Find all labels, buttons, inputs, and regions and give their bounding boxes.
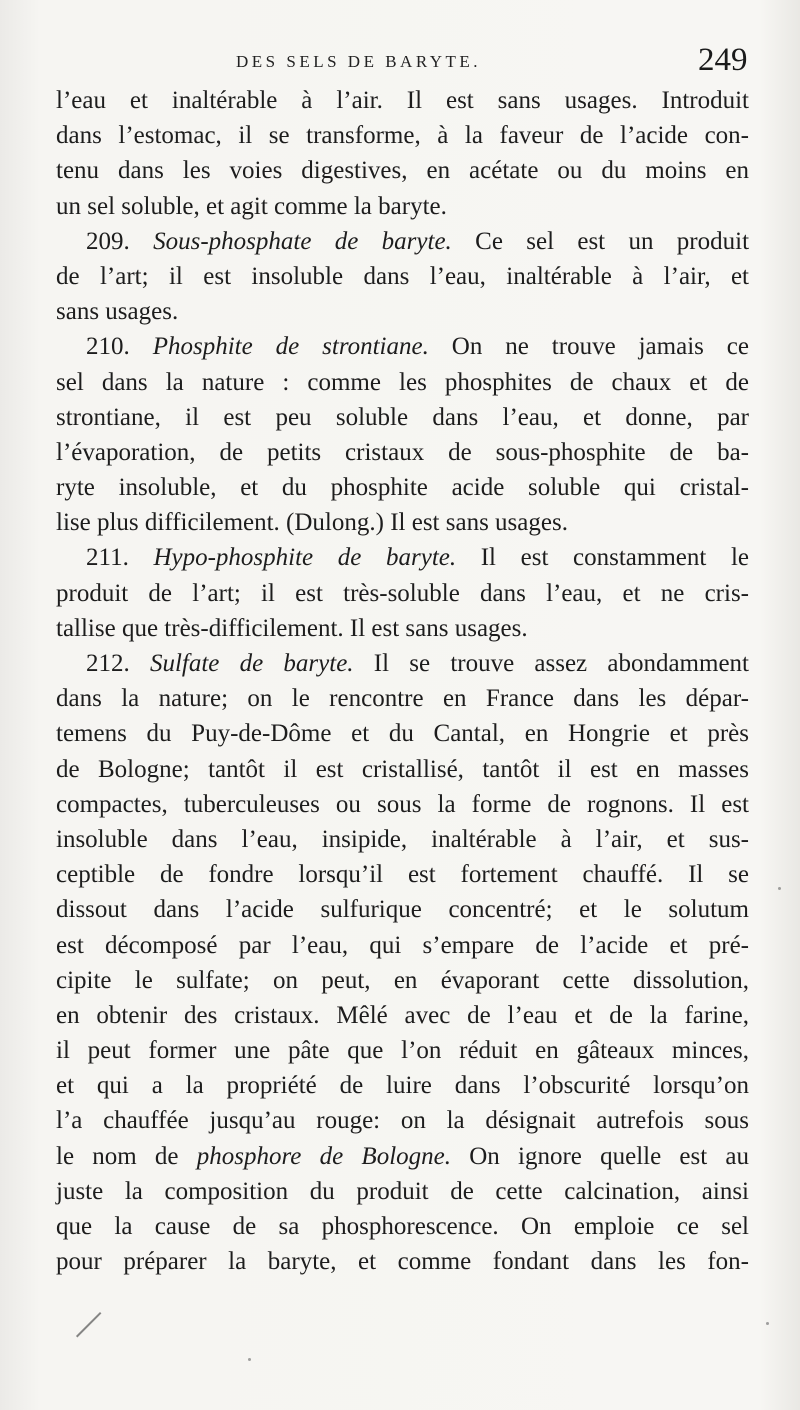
body-text bbox=[56, 83, 749, 1279]
text-line: compactes, tuberculeuses ou sous la forme de rognons. Il est bbox=[56, 790, 749, 818]
running-title: DES SELS DE BARYTE. bbox=[236, 52, 482, 71]
text-line: strontiane, il est peu soluble dans l’eau, et donne, par bbox=[56, 403, 749, 431]
text-line: il peut former une pâte que l’on réduit en gâteaux minces, bbox=[56, 1037, 749, 1065]
ink-stroke-mark bbox=[76, 1312, 101, 1337]
text-line: de l’art; il est insoluble dans l’eau, inaltérable à l’air, et bbox=[56, 262, 749, 290]
text-line: insoluble dans l’eau, insipide, inaltérable à l’air, et sus- bbox=[56, 825, 749, 853]
entry-term: phosphore de Bologne. bbox=[196, 1142, 451, 1170]
running-head bbox=[0, 42, 800, 82]
paragraph-number: 211. bbox=[86, 544, 129, 572]
text-line: sans usages. bbox=[56, 298, 179, 326]
paragraph-210-start: 210. Phosphite de strontiane. On ne trouve jamais ce bbox=[86, 333, 749, 361]
text-line: l’évaporation, de petits cristaux de sous-phosphite de ba- bbox=[56, 438, 749, 466]
text-line: que la cause de sa phosphorescence. On emploie ce sel bbox=[56, 1213, 749, 1240]
text-line: sel dans la nature : comme les phosphites de chaux et de bbox=[56, 368, 749, 396]
text-line: tallise que très-difficilement. Il est sans usages. bbox=[56, 614, 528, 642]
text-line: juste la composition du produit de cette calcination, ainsi bbox=[56, 1177, 749, 1205]
text-line: lise plus difficilement. (Dulong.) Il est sans usages. bbox=[56, 509, 568, 537]
text-line: ceptible de fondre lorsqu’il est fortement chauffé. Il se bbox=[56, 861, 749, 889]
paragraph-number: 212. bbox=[86, 650, 130, 677]
text-line: dans la nature; on le rencontre en France dans les dépar- bbox=[56, 685, 749, 713]
text-line: ryte insoluble, et du phosphite acide soluble qui cristal- bbox=[56, 474, 749, 502]
text-line: produit de l’art; il est très-soluble dans l’eau, et ne cris- bbox=[56, 579, 749, 607]
text-line: temens du Puy-de-Dôme et du Cantal, en Hongrie et près bbox=[56, 720, 749, 748]
text-line: pour préparer la baryte, et comme fondant dans les fon- bbox=[56, 1248, 749, 1276]
text-line: un sel soluble, et agit comme la baryte. bbox=[56, 192, 447, 220]
text-line: dissout dans l’acide sulfurique concentré; et le solutum bbox=[56, 896, 749, 924]
entry-term: Sulfate de baryte. bbox=[149, 650, 354, 677]
paragraph-number: 209. bbox=[86, 227, 130, 255]
text-line: cipite le sulfate; on peut, en évaporant cette dissolution, bbox=[56, 966, 749, 994]
paper-speck bbox=[778, 887, 781, 890]
entry-term: Sous-phosphate de baryte. bbox=[153, 227, 452, 255]
text-line: dans l’estomac, il se transforme, à la faveur de l’acide con- bbox=[56, 122, 749, 150]
page-number: 249 bbox=[698, 42, 748, 78]
text-line: le nom de phosphore de Bologne. On ignore quelle est au bbox=[56, 1142, 749, 1170]
paragraph-211-start: 211. Hypo-phosphite de baryte. Il est constamment le bbox=[86, 544, 749, 572]
text-line: l’eau et inaltérable à l’air. Il est sans usages. Introduit bbox=[56, 87, 749, 114]
paragraph-209-start: 209. Sous-phosphate de baryte. Ce sel est un produit bbox=[86, 227, 750, 255]
text-line: est décomposé par l’eau, qui s’empare de l’acide et pré- bbox=[56, 931, 749, 959]
entry-term: Hypo-phosphite de baryte. bbox=[153, 544, 457, 572]
text-line: tenu dans les voies digestives, en acétate ou du moins en bbox=[56, 157, 749, 185]
text-line: de Bologne; tantôt il est cristallisé, tantôt il est en masses bbox=[56, 755, 749, 783]
paper-speck bbox=[248, 1358, 251, 1361]
text-line: l’a chauffée jusqu’au rouge: on la désignait autrefois sous bbox=[56, 1107, 749, 1135]
paragraph-number: 210. bbox=[86, 333, 130, 361]
paper-speck bbox=[766, 1322, 769, 1325]
text-line: en obtenir des cristaux. Mêlé avec de l’eau et de la farine, bbox=[56, 1001, 749, 1029]
entry-term: Phosphite de strontiane. bbox=[152, 333, 429, 361]
paragraph-212-start: 212. Sulfate de baryte. Il se trouve assez abondamment bbox=[86, 650, 749, 677]
text-line: et qui a la propriété de luire dans l’obscurité lorsqu’on bbox=[56, 1072, 749, 1100]
